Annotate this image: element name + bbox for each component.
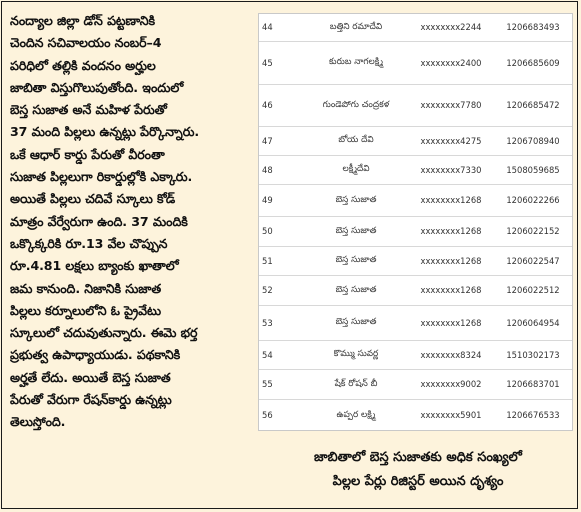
table-row — [259, 369, 572, 399]
serial-number: 52 — [259, 275, 304, 305]
beneficiary-name: కొమ్ము సువర్ణ — [304, 340, 408, 369]
article-line: మాత్రం వేర్వేరుగా ఉంది. 37 మందికి — [10, 213, 188, 229]
article-line: జాబితా విస్తుగొలుపుతోంది. ఇందులో — [10, 79, 184, 95]
article-line: ప్రభుత్వ ఉపాధ్యాయుడు. పథకానికి — [10, 347, 181, 363]
table-row — [259, 340, 572, 369]
aadhaar-number: xxxxxxxx4275 — [408, 126, 494, 155]
caption-line: జాబితాలో బెస్త సుజాతకు అధిక సంఖ్యలో — [314, 450, 522, 465]
aadhaar-number: xxxxxxxx8324 — [408, 340, 494, 369]
beneficiary-name: కురుబ నాగలక్ష్మి — [304, 41, 408, 84]
article-line: స్కూలులో చదువుతున్నారు. ఈమె భర్త — [10, 325, 198, 341]
aadhaar-number: xxxxxxxx1268 — [408, 246, 494, 275]
article-line: పేరుతో వేరుగా రేషన్‌కార్డు ఉన్నట్లు — [10, 392, 172, 408]
aadhaar-number: xxxxxxxx5901 — [408, 399, 494, 431]
table-row — [259, 126, 572, 155]
serial-number: 45 — [259, 41, 304, 84]
table-row — [259, 14, 572, 41]
serial-number: 50 — [259, 216, 304, 246]
serial-number: 49 — [259, 184, 304, 216]
ration-card-number: 1508059685 — [494, 155, 572, 184]
table-row — [259, 399, 572, 431]
table-row — [259, 246, 572, 275]
table-row — [259, 275, 572, 305]
beneficiary-name: బత్తిని రమాదేవి — [304, 14, 408, 41]
serial-number: 56 — [259, 399, 304, 431]
article-line: రూ.4.81 లక్షలు బ్యాంకు ఖాతాలో — [10, 258, 179, 274]
aadhaar-number: xxxxxxxx1268 — [408, 184, 494, 216]
ration-card-number: 1206064954 — [494, 305, 572, 340]
beneficiary-name: బెస్త సుజాత — [304, 305, 408, 340]
serial-number: 48 — [259, 155, 304, 184]
table-row — [259, 41, 572, 84]
beneficiary-name: షేక్ రోషన్ బీ — [304, 369, 408, 399]
serial-number: 55 — [259, 369, 304, 399]
newspaper-clipping — [1, 1, 578, 509]
beneficiary-name: లక్ష్మీదేవి — [304, 155, 408, 184]
article-line: అయితే పిల్లలు చదివే స్కూలు కోడ్ — [10, 191, 176, 207]
article-line: సుజాత పిల్లలుగా రికార్డుల్లోకి ఎక్కారు. — [10, 169, 193, 185]
image-caption — [264, 446, 572, 494]
beneficiary-table — [259, 14, 572, 431]
aadhaar-number: xxxxxxxx2244 — [408, 14, 494, 41]
article-text — [10, 10, 250, 434]
beneficiary-name: బెస్త సుజాత — [304, 184, 408, 216]
aadhaar-number: xxxxxxxx1268 — [408, 305, 494, 340]
ration-card-number: 1206683493 — [494, 14, 572, 41]
aadhaar-number: xxxxxxxx7780 — [408, 84, 494, 126]
beneficiary-name: గుండెపోగు చంద్రకళ — [304, 84, 408, 126]
aadhaar-number: xxxxxxxx1268 — [408, 216, 494, 246]
table-row — [259, 216, 572, 246]
beneficiary-name: బోయ దేవి — [304, 126, 408, 155]
ration-card-number: 1206022547 — [494, 246, 572, 275]
serial-number: 44 — [259, 14, 304, 41]
aadhaar-number: xxxxxxxx2400 — [408, 41, 494, 84]
article-line: నంద్యాల జిల్లా డోన్ పట్టణానికి — [10, 13, 155, 28]
serial-number: 54 — [259, 340, 304, 369]
serial-number: 47 — [259, 126, 304, 155]
beneficiary-name: ఉప్పర లక్ష్మి — [304, 399, 408, 431]
serial-number: 46 — [259, 84, 304, 126]
serial-number: 53 — [259, 305, 304, 340]
article-line: పరిధిలో తల్లికి వందనం అర్హుల — [10, 57, 156, 73]
table-row — [259, 305, 572, 340]
ration-card-number: 1206683701 — [494, 369, 572, 399]
ration-card-number: 1206022512 — [494, 275, 572, 305]
ration-card-number: 1206708940 — [494, 126, 572, 155]
ration-card-number: 1510302173 — [494, 340, 572, 369]
beneficiary-name: బెస్త సుజాత — [304, 275, 408, 305]
article-line: 37 మంది పిల్లలు ఉన్నట్లు పేర్కొన్నారు. — [10, 124, 200, 140]
article-line: ఒకే ఆధార్ కార్డు పేరుతో వీరంతా — [10, 146, 165, 162]
serial-number: 51 — [259, 246, 304, 275]
ration-card-number: 1206685609 — [494, 41, 572, 84]
aadhaar-number: xxxxxxxx7330 — [408, 155, 494, 184]
table-row — [259, 155, 572, 184]
aadhaar-number: xxxxxxxx9002 — [408, 369, 494, 399]
caption-line: పిల్లల పేర్లు రిజిస్టర్ అయిన దృశ్యం — [332, 474, 504, 489]
ration-card-number: 1206022266 — [494, 184, 572, 216]
beneficiary-list-screenshot — [258, 13, 573, 431]
article-line: చెందిన సచివాలయం నంబర్–4 — [10, 35, 162, 51]
beneficiary-name: బెస్త సుజాత — [304, 216, 408, 246]
ration-card-number: 1206676533 — [494, 399, 572, 431]
article-line: అర్హతే లేదు. అయితే బెస్త సుజాత — [10, 369, 171, 385]
article-line: పిల్లలు కర్నూలులోని ఓ ప్రైవేటు — [10, 302, 161, 318]
article-line: తెలుస్తోంది. — [10, 414, 66, 430]
ration-card-number: 1206022152 — [494, 216, 572, 246]
article-line: ఒక్కొక్కరికి రూ.13 వేల చొప్పున — [10, 235, 168, 251]
table-row — [259, 184, 572, 216]
article-line: జమ కానుంది. నిజానికి సుజాత — [10, 280, 162, 296]
aadhaar-number: xxxxxxxx1268 — [408, 275, 494, 305]
table-row — [259, 84, 572, 126]
article-line: బెస్త సుజాత అనే మహిళ పేరుతో — [10, 102, 167, 118]
beneficiary-name: బెస్త సుజాత — [304, 246, 408, 275]
ration-card-number: 1206685472 — [494, 84, 572, 126]
